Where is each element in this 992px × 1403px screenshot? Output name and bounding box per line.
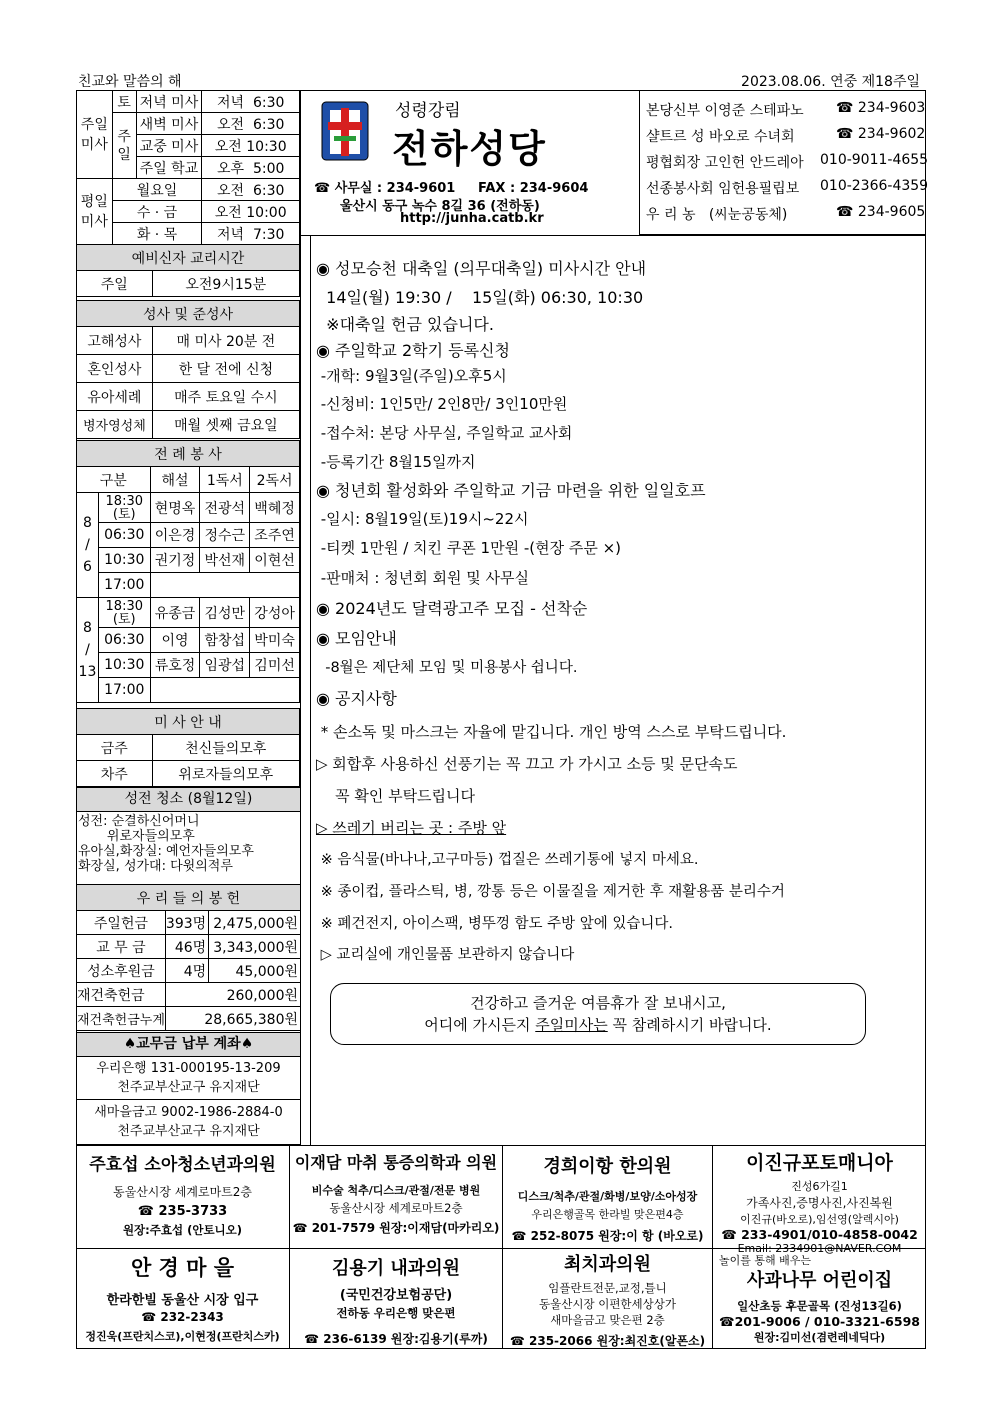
ad-oriental-clinic	[503, 1152, 712, 1245]
liturgy-cell: 강성아	[250, 598, 300, 628]
weekday-time: 오전 10:00	[202, 201, 300, 223]
ad-line: 원장:주효섭 (안토니오)	[122, 1223, 243, 1237]
sacrament-label: 유아세례	[77, 383, 153, 411]
column-divider-inner	[310, 235, 311, 1145]
catechumen-value: 오전9시15분	[152, 271, 299, 297]
ad-line: 동울산시장 이편한세상상가	[539, 1297, 676, 1311]
sacraments-table	[76, 300, 300, 439]
contact-phone: 010-9011-4655	[820, 152, 929, 168]
liturgy-cell: 백혜정	[250, 493, 300, 523]
mass-name: 교중 미사	[136, 135, 202, 157]
liturgy-title: 전 례 봉 사	[77, 441, 300, 467]
offering-label: 주일헌금	[77, 911, 166, 935]
mass-guide-label: 차주	[77, 761, 153, 787]
offering-amount: 2,475,000원	[209, 911, 301, 935]
liturgy-cell: 권기정	[150, 548, 200, 573]
weekday-time: 저녁 7:30	[202, 223, 300, 245]
liturgy-cell: 현명옥	[150, 493, 200, 523]
offering-amount: 28,665,380원	[165, 1007, 300, 1031]
ad-line: 가족사진,증명사진,사진복원	[746, 1196, 893, 1210]
offering-label: 교 무 금	[77, 935, 166, 959]
ad-phone: ☎201-9006 / 010-3321-6598	[719, 1314, 920, 1329]
cleaning-line: 화장실, 성가대: 다윗의적루	[78, 859, 233, 874]
ad-daycare	[713, 1252, 926, 1347]
ad-line: 우리은행골목 한라빌 맞은편4층	[531, 1208, 684, 1221]
ad-phone: ☎ 235-3733	[137, 1204, 228, 1219]
ad-line: 디스크/척추/관절/화병/보양/소아성장	[517, 1190, 698, 1203]
notice-line: -티켓 1만원 / 치킨 쿠폰 1만원 -(현장 주문 ×)	[316, 539, 622, 557]
offering-label: 재건축헌금누계	[77, 1007, 166, 1031]
ad-line: 임플란트전문,교정,틀니	[548, 1281, 667, 1295]
notice-line: * 손소독 및 마스크는 자율에 맡깁니다. 개인 방역 스스로 부탁드립니다.	[316, 723, 787, 741]
offering-count: 46명	[165, 935, 208, 959]
ad-name: 최치과의원	[564, 1254, 651, 1275]
sacrament-value: 매주 토요일 수시	[152, 383, 299, 411]
notice-heading: ◉ 청년회 활성화와 주일학교 기금 마련을 위한 일일호프	[316, 481, 706, 500]
ad-line: 한라한빌 동울산 시장 입구	[106, 1293, 259, 1308]
weekday-name: 월요일	[112, 179, 202, 201]
contact-label: 선종봉사회 임헌용필립보	[646, 181, 800, 197]
ad-phone: ☎ 252-8075 원장:이 항 (바오로)	[511, 1229, 704, 1243]
sacrament-value: 한 달 전에 신청	[152, 355, 299, 383]
contacts	[646, 100, 929, 230]
contact-row	[646, 178, 929, 204]
offering-title: 우 리 들 의 봉 헌	[77, 885, 301, 911]
catechumen-table	[76, 244, 300, 297]
contact-phone: ☎ 234-9605	[836, 204, 926, 220]
weekday-time: 오전 6:30	[202, 179, 300, 201]
notice-line: ※ 종이컵, 플라스틱, 병, 깡통 등은 이물질을 제거한 후 재활용품 분리수거	[316, 884, 785, 900]
sacrament-label: 병자영성체	[77, 411, 153, 439]
liturgy-date: 8 / 6	[77, 493, 99, 598]
contact-phone: ☎ 234-9603	[836, 100, 926, 116]
mass-name: 주일 학교	[136, 157, 202, 179]
ad-name: 사과나무 어린이집	[746, 1270, 893, 1291]
greeting-text: 꼭 참례하시기 바랍니다.	[607, 1016, 772, 1034]
cleaning-list	[78, 814, 254, 874]
ad-phone: ☎ 232-2343	[141, 1310, 224, 1324]
bank-account	[76, 1099, 301, 1145]
offering-count: 4명	[165, 959, 208, 983]
ad-dental-clinic	[503, 1250, 712, 1347]
bank-account-number: 우리은행 131-000195-13-209	[96, 1061, 281, 1076]
ad-line: 비수술 척추/디스크/관절/전문 병원	[311, 1184, 481, 1197]
liturgy-cell-empty	[150, 678, 299, 703]
liturgy-cell: 정수근	[200, 523, 250, 548]
mass-name: 새벽 미사	[136, 113, 202, 135]
ad-name: 경희이항 한의원	[543, 1156, 672, 1177]
liturgy-cell: 조주연	[250, 523, 300, 548]
ad-email: Email: 2334901@NAVER.COM	[737, 1242, 902, 1255]
mass-guide-label: 금주	[77, 735, 153, 761]
liturgy-header: 2독서	[250, 467, 300, 493]
notice-line: -판매처 : 청년회 회원 및 사무실	[316, 569, 529, 587]
weekday-mass-label: 평일 미사	[77, 179, 113, 245]
liturgy-cell: 김성만	[200, 598, 250, 628]
notice-line: ※대축일 헌금 있습니다.	[316, 315, 494, 334]
sacrament-value: 매 미사 20분 전	[152, 327, 299, 355]
ad-name: 이재담 마취 통증의학과 의원	[294, 1153, 498, 1172]
offering-table	[76, 884, 301, 1031]
liturgy-header: 구분	[77, 467, 151, 493]
sunday-mass-label: 주일 미사	[77, 91, 113, 179]
sacrament-value: 매월 셋째 금요일	[152, 411, 299, 439]
contact-label: 본당신부 이영준 스테파노	[646, 103, 804, 119]
ad-line: 원장:김미선(겸련레네딕다)	[753, 1331, 886, 1344]
ad-phone: ☎ 236-6139 원장:김용기(루까)	[304, 1332, 488, 1346]
ad-line: 동울산시장 세계로마트2층	[113, 1185, 252, 1199]
catechumen-label: 주일	[77, 271, 153, 297]
mass-name: 저녁 미사	[136, 91, 202, 113]
notice-line: -8월은 제단체 모임 및 미용봉사 쉽니다.	[316, 660, 578, 676]
logo-subtitle: 성령강림	[395, 101, 461, 121]
notice-line: -일시: 8월19일(토)19시~22시	[316, 510, 529, 528]
bank-title: ♠교무금 납부 계좌♠	[76, 1032, 301, 1057]
notice-line: ※ 음식물(바나나,고구마등) 껍질은 쓰레기통에 넣지 마세요.	[316, 852, 699, 868]
liturgy-date: 8 / 13	[77, 598, 99, 703]
notice-line: ※ 폐건전지, 아이스팩, 병뚜껑 함도 주방 앞에 있습니다.	[316, 916, 673, 932]
liturgy-cell: 김미선	[250, 653, 300, 678]
liturgy-cell: 이영	[150, 628, 200, 653]
notice-line: -개학: 9월3일(주일)오후5시	[316, 367, 507, 385]
notice-line: -접수처: 본당 사무실, 주일학교 교사회	[316, 424, 573, 442]
ad-line: 전하동 우리은행 맞은편	[336, 1306, 456, 1320]
mass-time: 오전 10:30	[202, 135, 300, 157]
mass-guide-table	[76, 708, 300, 787]
ad-line: (국민건강보험공단)	[339, 1288, 453, 1303]
ad-name: 이진규포토매니아	[746, 1152, 893, 1174]
liturgy-time: 06:30	[98, 523, 150, 548]
contact-label: 샬트르 성 바오로 수녀회	[646, 129, 795, 145]
weekday-name: 화 · 목	[112, 223, 202, 245]
sacrament-label: 혼인성사	[77, 355, 153, 383]
ad-name: 안 경 마 을	[130, 1256, 235, 1280]
office-phone: ☎ 사무실 : 234-9601 FAX : 234-9604	[314, 181, 589, 196]
motto: 친교와 말씀의 해	[78, 74, 182, 90]
liturgy-header: 해설	[150, 467, 200, 493]
ad-phone: ☎ 201-7579 원장:이재담(마카리오)	[292, 1221, 500, 1235]
liturgy-cell: 함창섭	[200, 628, 250, 653]
notice-heading: ◉ 2024년도 달력광고주 모집 - 선착순	[316, 599, 588, 618]
ad-line: 이진규(바오로),임선영(알렉시아)	[740, 1213, 899, 1226]
catechumen-title: 예비신자 교리시간	[77, 245, 300, 271]
offering-amount: 260,000원	[165, 983, 300, 1007]
mass-guide-value: 천신들의모후	[152, 735, 299, 761]
notice-heading: ◉ 공지사항	[316, 689, 397, 708]
ad-tagline: 놀이를 통해 배우는	[719, 1254, 812, 1267]
notice-line: 꼭 확인 부탁드립니다	[316, 787, 476, 805]
ad-internal-medicine	[290, 1254, 502, 1347]
greeting-line	[331, 1014, 865, 1036]
church-url[interactable]: http://junha.catb.kr	[400, 211, 544, 226]
bank-account-holder: 천주교부산교구 유지재단	[117, 1080, 260, 1095]
mass-guide-title: 미 사 안 내	[77, 709, 300, 735]
mass-guide-value: 위로자들의모후	[152, 761, 299, 787]
mass-schedule-table	[76, 90, 300, 245]
offering-amount: 45,000원	[209, 959, 301, 983]
offering-amount: 3,343,000원	[209, 935, 301, 959]
greeting-text: 어디에 가시든지	[424, 1016, 536, 1034]
liturgy-cell: 박선재	[200, 548, 250, 573]
weekday-name: 수 · 금	[112, 201, 202, 223]
greeting-line: 건강하고 즐거운 여름휴가 잘 보내시고,	[470, 994, 726, 1012]
liturgy-time: 10:30	[98, 653, 150, 678]
church-address: 울산시 동구 녹수 8길 36 (전하동)	[340, 199, 540, 214]
notice-heading: ◉ 성모승천 대축일 (의무대축일) 미사시간 안내	[316, 259, 647, 278]
ad-optician	[76, 1252, 289, 1347]
cleaning-line: 위로자들의모후	[78, 829, 195, 844]
liturgy-cell: 유종금	[150, 598, 200, 628]
notice-line: ▷ 쓰레기 버리는 곳 : 주방 앞	[316, 819, 507, 837]
ad-photo-studio	[713, 1148, 926, 1255]
offering-count: 393명	[165, 911, 208, 935]
liturgy-cell: 전광석	[200, 493, 250, 523]
notice-heading: ◉ 주일학교 2학기 등록신청	[316, 341, 510, 360]
greeting-box	[330, 983, 866, 1045]
liturgy-time: 10:30	[98, 548, 150, 573]
ad-pain-clinic	[290, 1150, 502, 1245]
ad-line: 일산초등 후문골목 (진성13길6)	[737, 1299, 902, 1313]
bank-account	[76, 1056, 301, 1100]
greeting-emphasis: 주일미사는	[535, 1016, 608, 1034]
liturgy-cell: 박미숙	[250, 628, 300, 653]
liturgy-cell-empty	[150, 573, 299, 598]
liturgy-cell: 류호정	[150, 653, 200, 678]
liturgy-time: 18:30 (토)	[98, 493, 150, 523]
offering-label: 성소후원금	[77, 959, 166, 983]
liturgy-cell: 이은경	[150, 523, 200, 548]
bank-account-holder: 천주교부산교구 유지재단	[117, 1124, 260, 1139]
notice-line: -신청비: 1인5만/ 2인8만/ 3인10만원	[316, 395, 568, 413]
contact-row	[646, 126, 926, 152]
liturgy-time: 06:30	[98, 628, 150, 653]
ad-line: 새마을금고 맞은편 2층	[550, 1313, 665, 1327]
liturgy-cell: 임광섭	[200, 653, 250, 678]
contact-row	[646, 152, 929, 178]
notice-line: 14일(월) 19:30 / 15일(화) 06:30, 10:30	[316, 288, 644, 307]
ads-divider	[76, 1145, 926, 1146]
ad-line: 정진욱(프란치스코),이현정(프란치스카)	[85, 1330, 280, 1343]
bank-account-number: 새마을금고 9002-1986-2884-0	[94, 1105, 283, 1120]
notice-line: ▷ 교리실에 개인물품 보관하지 않습니다	[316, 947, 575, 963]
contact-label: 우 리 농 (씨눈공동체)	[646, 207, 788, 223]
ad-line: 진성6가길1	[791, 1180, 848, 1193]
mass-time: 저녁 6:30	[202, 91, 300, 113]
liturgy-table	[76, 440, 300, 703]
notice-line: -등록기간 8월15일까지	[316, 453, 476, 471]
issue-date: 2023.08.06. 연중 제18주일	[741, 74, 920, 90]
cleaning-line: 유아실,화장실: 예언자들의모후	[78, 844, 254, 859]
liturgy-time: 17:00	[98, 678, 150, 703]
sunday-label: 주 일	[112, 113, 136, 179]
cleaning-title: 성전 청소 (8월12일)	[76, 787, 301, 812]
notice-line: ▷ 회합후 사용하신 선풍기는 꼭 끄고 가 가시고 소등 및 문단속도	[316, 755, 738, 773]
church-logo-icon	[320, 100, 370, 162]
cleaning-line: 성전: 순결하신어머니	[78, 814, 200, 829]
ad-pediatrics	[76, 1150, 289, 1245]
liturgy-time: 18:30 (토)	[98, 598, 150, 628]
sacrament-label: 고해성사	[77, 327, 153, 355]
contact-row	[646, 100, 926, 126]
header-divider	[300, 235, 926, 236]
sacraments-title: 성사 및 준성사	[77, 301, 300, 327]
liturgy-cell: 이현선	[250, 548, 300, 573]
church-name: 전하성당	[392, 126, 547, 171]
contact-phone: 010-2366-4359	[820, 178, 929, 194]
ad-line: 동울산시장 세계로마트2층	[329, 1201, 463, 1215]
contact-row	[646, 204, 926, 230]
ad-phone: ☎ 233-4901/010-4858-0042	[721, 1227, 918, 1242]
offering-label: 재건축헌금	[77, 983, 166, 1007]
ad-name: 주효섭 소아청소년과의원	[89, 1155, 276, 1175]
contact-phone: ☎ 234-9602	[836, 126, 926, 142]
saturday-label: 토	[112, 91, 136, 113]
mass-time: 오전 6:30	[202, 113, 300, 135]
liturgy-time: 17:00	[98, 573, 150, 598]
liturgy-header: 1독서	[200, 467, 250, 493]
notice-heading: ◉ 모임안내	[316, 629, 397, 648]
ad-name: 김용기 내과의원	[332, 1258, 460, 1279]
ad-phone: ☎ 235-2066 원장:최진호(알폰소)	[509, 1334, 706, 1348]
mass-time: 오후 5:00	[202, 157, 300, 179]
contact-label: 평협회장 고인헌 안드레아	[646, 155, 804, 171]
